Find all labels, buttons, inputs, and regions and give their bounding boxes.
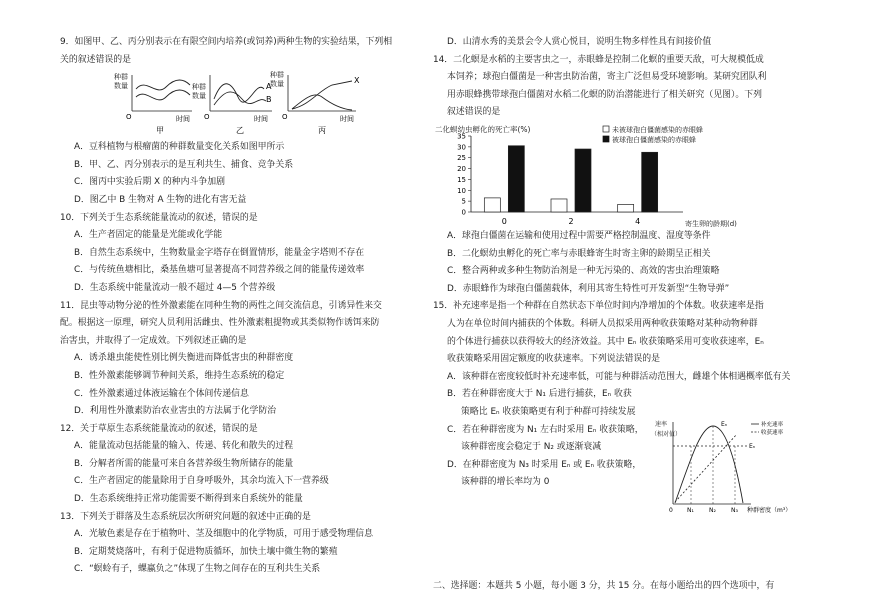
q10-option-d: D．生态系统中能量流动一般不超过 4—5 个营养级 bbox=[74, 282, 276, 293]
q9-stem-line-1: 9．如图甲、乙、丙分别表示在有限空间内培养(或饲养)两种生物的实验结果，下列相 bbox=[60, 37, 393, 47]
fig15-tick-n3: N₃ bbox=[731, 507, 738, 515]
bar-infected-2 bbox=[575, 149, 591, 212]
q9-option-b: B．甲、乙、丙分别表示的是互利共生、捕食、竞争关系 bbox=[74, 159, 294, 170]
question-14 bbox=[433, 52, 805, 299]
y-tick-label: 15 bbox=[457, 175, 466, 184]
fig15-tick-n1: N₁ bbox=[687, 507, 694, 515]
q12-stem: 12．关于草原生态系统能量流动的叙述，错误的是 bbox=[60, 423, 258, 434]
q15-rate-figure bbox=[651, 418, 801, 518]
q13-option-a: A．光敏色素是存在于植物叶、茎及细胞中的化学物质，可用于感受物理信息 bbox=[74, 529, 373, 540]
fig15-x-label: 种群密度（m³） bbox=[747, 507, 792, 515]
q14-option-a: A．球孢白僵菌在运输和使用过程中需要严格控制温度、湿度等条件 bbox=[447, 230, 711, 241]
q9-yi-origin: O bbox=[204, 113, 210, 122]
q14-stem-line-1: 14．二化螟是水稻的主要害虫之一，赤眼蜂是控制二化螟的重要天敌，可大规模低成 bbox=[433, 54, 764, 65]
fig15-tick-0: 0 bbox=[669, 507, 673, 515]
y-tick-label: 0 bbox=[461, 208, 466, 217]
q9-ylabel-top: 种群 bbox=[114, 73, 128, 82]
q14-option-b: B．二化螟幼虫孵化的死亡率与赤眼蜂寄生时寄主卵的龄期呈正相关 bbox=[447, 248, 711, 259]
chart-title: 二化螟幼虫孵化的死亡率(%) bbox=[435, 124, 531, 134]
q9-jia-curve-upper bbox=[136, 80, 190, 90]
fig15-ylabel-bottom: （相对值） bbox=[651, 431, 682, 439]
q14-stem-line-2: 本饲养；球孢白僵菌是一种害虫防治菌，寄主广泛但易受环境影响。某研究团队利 bbox=[447, 72, 767, 83]
q11-stem-line-2: 配。根据这一原理，研究人员利用活雌虫、性外激素粗提物或其类似物作诱饵来防 bbox=[60, 318, 380, 329]
q12-option-a: A．能量流动包括能量的输入、传递、转化和散失的过程 bbox=[74, 441, 294, 452]
q13-option-c: C．“螟蛉有子，蜾蠃负之”体现了生物之间存在的互利共生关系 bbox=[74, 564, 321, 575]
q15-option-b-line-1: B．若在种群密度大于 N₁ 后进行捕获，Eₙ 收获 bbox=[447, 389, 632, 400]
q9-yi-curve-a bbox=[214, 84, 264, 102]
q9-label-b: B bbox=[266, 95, 272, 105]
legend-swatch-infected bbox=[603, 136, 609, 142]
question-13 bbox=[60, 509, 412, 579]
q9-jia-xlabel: 时间 bbox=[176, 115, 190, 124]
q10-option-a: A．生产者固定的能量是光能或化学能 bbox=[74, 230, 223, 241]
q9-panel-bing: 丙 bbox=[318, 126, 326, 136]
fig15-variable-harvest-line bbox=[675, 434, 737, 502]
bar-uninfected-4 bbox=[618, 204, 634, 212]
q15-stem-line-2: 人为在单位时间内捕获的个体数。科研人员拟采用两种收获策略对某种动物种群 bbox=[447, 318, 758, 329]
q14-stem-line-3: 用赤眼蜂携带球孢白僵菌对水稻二化螟的防治潜能进行了相关研究（见图）。下列 bbox=[447, 89, 763, 100]
q14-stem-line-4: 叙述错误的是 bbox=[447, 107, 501, 118]
q9-bing-ylabel-bottom: 数量 bbox=[270, 80, 284, 89]
bar-infected-4 bbox=[642, 152, 658, 212]
q10-option-b: B．自然生态系统中，生物数量金字塔存在倒置情形，能量金字塔则不存在 bbox=[74, 247, 365, 258]
fig15-supplement-curve bbox=[675, 426, 743, 503]
q12-option-b: B．分解者所需的能量可来自各营养级生物所储存的能量 bbox=[74, 458, 294, 469]
q12-option-d: D．生态系统维持正常功能需要不断得到来自系统外的能量 bbox=[74, 494, 303, 505]
x-tick-label: 2 bbox=[568, 216, 574, 226]
q11-stem-line-1: 11．昆虫等动物分泌的性外激素能在同种生物的两性之间交流信息，引诱异性来交 bbox=[60, 300, 382, 311]
q9-panel-yi: 乙 bbox=[236, 126, 244, 136]
q11-option-c: C．性外激素通过体液运输在个体间传递信息 bbox=[74, 388, 249, 399]
x-tick-label: 4 bbox=[635, 216, 641, 226]
fig15-ylabel-top: 速率 bbox=[655, 421, 668, 429]
q11-stem-line-3: 治害虫，并取得了一定成效。下列叙述正确的是 bbox=[60, 335, 247, 346]
q9-figure bbox=[60, 69, 412, 139]
q15-option-c-line-1: C．若在种群密度为 N₁ 左右时采用 Eₙ 收获策略， bbox=[447, 424, 644, 435]
q9-bing-curve-x bbox=[292, 81, 352, 109]
q15-option-d-line-1: D．在种群密度为 N₃ 时采用 Eₙ 或 Eₙ 收获策略， bbox=[447, 459, 642, 470]
q15-option-d-line-2: 该种群的增长率均为 0 bbox=[461, 477, 550, 488]
q14-option-c: C．整合两种或多种生物防治剂是一种无污染的、高效的害虫治理策略 bbox=[447, 266, 720, 277]
legend-label-uninfected: 未被球孢白僵菌感染的赤眼蜂 bbox=[612, 125, 703, 134]
question-9 bbox=[60, 34, 412, 210]
q15-stem-line-1: 15．补充速率是指一个种群在自然状态下单位时间内净增加的个体数。收获速率是指 bbox=[433, 301, 764, 312]
q9-bing-origin: O bbox=[282, 113, 288, 122]
q13-option-d: D．山清水秀的美景会令人赏心悦目，说明生物多样性具有间接价值 bbox=[447, 37, 712, 47]
q9-figure-svg bbox=[60, 69, 412, 139]
q14-bar-chart-svg bbox=[433, 122, 805, 228]
q9-label-x: X bbox=[354, 76, 360, 86]
fig15-label-en-top: Eₙ bbox=[721, 421, 728, 429]
q9-label-a: A bbox=[266, 82, 272, 92]
y-tick-label: 30 bbox=[457, 143, 466, 152]
q9-yi-ylabel-top: 种群 bbox=[192, 83, 206, 92]
y-tick-label: 20 bbox=[457, 165, 466, 174]
y-tick-label: 10 bbox=[457, 186, 466, 195]
q15-stem-line-4: 收获策略采用固定额度的收获速率。下列说法错误的是 bbox=[447, 354, 660, 365]
q9-stem-line-2: 关的叙述错误的是 bbox=[60, 54, 131, 65]
q13-stem: 13．下列关于群落及生态系统层次所研究问题的叙述中正确的是 bbox=[60, 511, 311, 522]
fig15-legend-harvest: 收获速率 bbox=[761, 430, 784, 437]
y-tick-label: 35 bbox=[457, 132, 466, 141]
bar-uninfected-2 bbox=[551, 199, 567, 212]
y-tick-label: 5 bbox=[461, 197, 466, 206]
q9-option-c: C．图丙中实验后期 X 的种内斗争加剧 bbox=[74, 177, 226, 188]
question-15 bbox=[433, 298, 805, 515]
q9-jia-curve-lower bbox=[136, 90, 190, 100]
y-tick-label: 25 bbox=[457, 154, 466, 163]
q9-bing-curve-other bbox=[292, 95, 352, 110]
q15-option-b-line-2: 策略比 Eₙ 收获策略更有利于种群可持续发展 bbox=[461, 406, 636, 417]
bar-infected-0 bbox=[508, 146, 524, 212]
question-12 bbox=[60, 421, 412, 509]
question-11 bbox=[60, 298, 412, 421]
q10-stem: 10．下列关于生态系统能量流动的叙述，错误的是 bbox=[60, 212, 258, 223]
fig15-legend-supplement: 补充速率 bbox=[761, 422, 784, 429]
q11-option-a: A．诱杀雄虫能使性别比例失衡进而降低害虫的种群密度 bbox=[74, 353, 294, 364]
right-column bbox=[433, 34, 805, 515]
q9-option-a: A．豆科植物与根瘤菌的种群数量变化关系如图甲所示 bbox=[74, 142, 285, 153]
q9-bing-ylabel-top: 种群 bbox=[270, 71, 284, 80]
legend-label-infected: 被球孢白僵菌感染的赤眼蜂 bbox=[612, 135, 696, 144]
chart-x-label: 寄生卵的龄期(d) bbox=[685, 219, 737, 228]
q10-option-c: C．与传统鱼塘相比，桑基鱼塘可显著提高不同营养级之间的能量传递效率 bbox=[74, 265, 365, 276]
q11-option-d: D．利用性外激素防治农业害虫的方法属于化学防治 bbox=[74, 406, 277, 417]
q14-bar-chart bbox=[433, 122, 805, 228]
q9-yi-xlabel: 时间 bbox=[254, 115, 268, 124]
q9-ylabel-bottom: 数量 bbox=[114, 82, 128, 91]
q9-jia-origin: O bbox=[126, 113, 132, 122]
q13-option-b: B．定期焚烧落叶，有利于促进物质循环，加快土壤中微生物的繁殖 bbox=[74, 546, 338, 557]
question-10 bbox=[60, 210, 412, 298]
q14-option-d: D．赤眼蜂作为球孢白僵菌载体，利用其寄生特性可开发新型“生物导弹” bbox=[447, 283, 730, 294]
q15-option-a: A．该种群在密度较低时补充速率低，可能与种群活动范围大，雌雄个体相遇概率低有关 bbox=[447, 371, 791, 382]
q12-option-c: C．生产者固定的能量除用于自身呼吸外，其余均流入下一营养级 bbox=[74, 476, 329, 487]
bar-uninfected-0 bbox=[484, 198, 500, 212]
q9-bing-xlabel: 时间 bbox=[340, 115, 354, 124]
q9-option-d: D．图乙中 B 生物对 A 生物的进化有害无益 bbox=[74, 194, 247, 205]
q11-option-b: B．性外激素能够调节种间关系，维持生态系统的稳定 bbox=[74, 370, 285, 381]
fig15-tick-n2: N₂ bbox=[709, 507, 716, 515]
section-2-heading: 二、选择题：本题共 5 小题，每小题 3 分，共 15 分。在每小题给出的四个选项中，有 bbox=[433, 581, 775, 591]
q9-yi-curve-b bbox=[214, 92, 266, 105]
fig15-label-en-right: Eₙ bbox=[749, 443, 756, 451]
legend-swatch-uninfected bbox=[603, 126, 609, 132]
q9-yi-ylabel-bottom: 数量 bbox=[192, 92, 206, 101]
q15-stem-line-3: 的个体进行捕获以获得较大的经济效益。其中 Eₙ 收获策略采用可变收获速率，Eₙ bbox=[447, 336, 764, 347]
q15-option-c-line-2: 该种群密度会稳定于 N₂ 或逐渐衰减 bbox=[461, 442, 602, 453]
q9-panel-jia: 甲 bbox=[156, 126, 164, 136]
left-column bbox=[60, 34, 412, 579]
x-tick-label: 0 bbox=[501, 216, 507, 226]
